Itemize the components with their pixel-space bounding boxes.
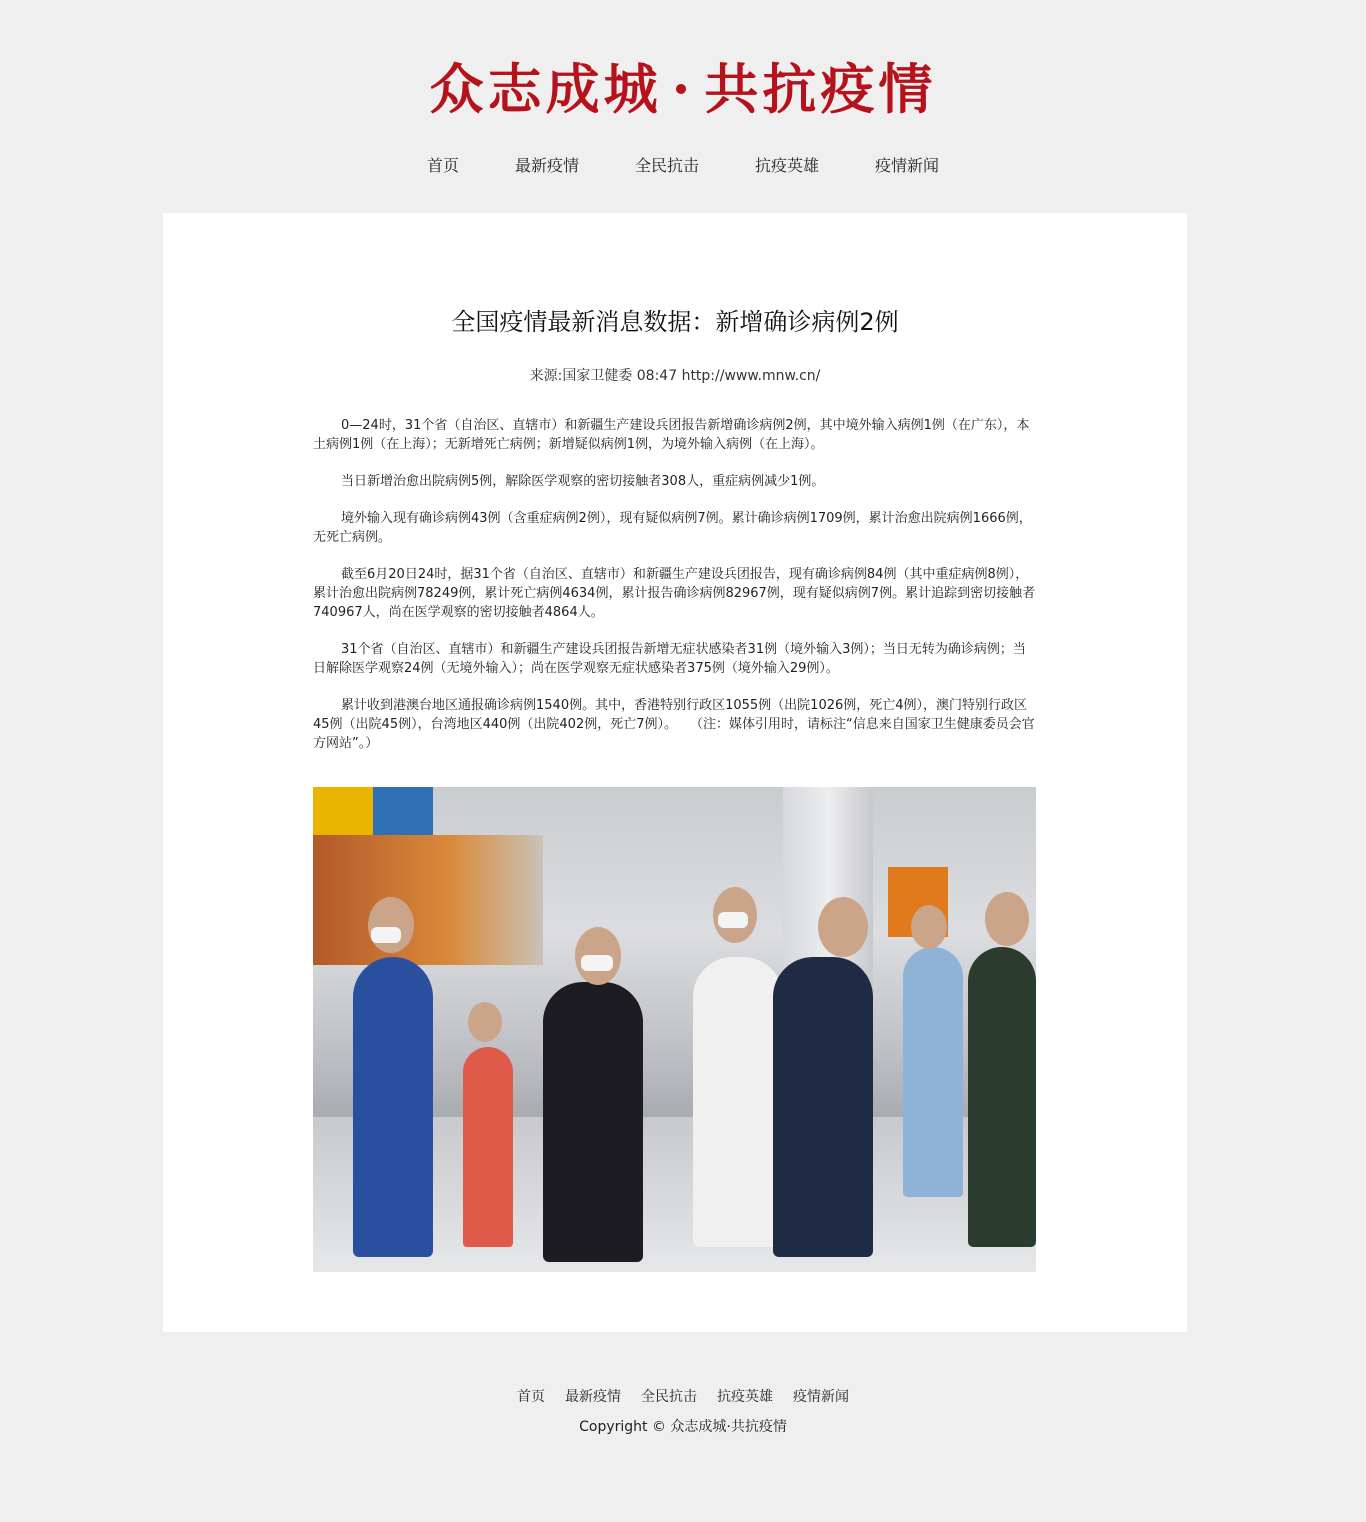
footer-nav [0,1385,1366,1409]
footer-nav-item-latest[interactable]: 最新疫情 [565,1389,621,1405]
article-paragraph: 截至6月20日24时，据31个省（自治区、直辖市）和新疆生产建设兵团报告，现有确诊病例84例（其中重症病例8例），累计治愈出院病例78249例，累计死亡病例4634例，累计报告确诊病例82967例，现有疑似病例7例。累计追踪到密切接触者740967人，尚在医学观察的密切接触者4864人。 [313,567,1036,620]
article-photo [313,787,1036,1272]
footer-nav-item-news[interactable]: 疫情新闻 [793,1389,849,1405]
photo-person-head [368,897,414,953]
site-title-left: 众志成城 [429,57,662,121]
footer-nav-item-heroes[interactable]: 抗疫英雄 [717,1389,773,1405]
nav-item-news[interactable]: 疫情新闻 [875,156,940,175]
main-nav [0,150,1366,182]
photo-person-head [985,892,1029,946]
copyright-text: Copyright © 众志成城·共抗疫情 [579,1419,787,1435]
article-card [163,213,1187,1332]
photo-sign-blue [373,787,433,835]
footer-nav-item-all-fight[interactable]: 全民抗击 [641,1389,697,1405]
nav-item-heroes[interactable]: 抗疫英雄 [755,156,820,175]
article-meta: 来源:国家卫健委 08:47 http://www.mnw.cn/ [529,368,821,384]
photo-person-head [818,897,868,957]
photo-shop-front [313,835,543,965]
photo-mask [581,955,613,971]
nav-item-latest[interactable]: 最新疫情 [514,156,579,175]
article-paragraph: 0—24时，31个省（自治区、直辖市）和新疆生产建设兵团报告新增确诊病例2例，其中境外输入病例1例（在广东），本土病例1例（在上海）；无新增死亡病例；新增疑似病例1例，为境外输入病例（在上海）。 [313,418,1030,452]
footer-nav-item-home[interactable]: 首页 [517,1389,545,1405]
photo-person [353,957,433,1257]
site-title [0,50,1366,128]
photo-mask [371,927,401,943]
photo-person-head [911,905,947,949]
photo-person [543,982,643,1262]
article-paragraph: 累计收到港澳台地区通报确诊病例1540例。其中，香港特别行政区1055例（出院1026例，死亡4例），澳门特别行政区45例（出院45例），台湾地区440例（出院402例，死亡7例）。 （注：媒体引用时，请标注“信息来自国家卫生健康委员会官方网站”。） [313,698,1035,751]
article-body [313,416,1036,771]
photo-person [773,957,873,1257]
photo-person-head [468,1002,502,1042]
nav-item-all-fight[interactable]: 全民抗击 [634,156,699,175]
article-paragraph: 当日新增治愈出院病例5例，解除医学观察的密切接触者308人，重症病例减少1例。 [341,474,825,489]
photo-person [693,957,783,1247]
nav-item-home[interactable]: 首页 [426,156,459,175]
article-paragraph: 境外输入现有确诊病例43例（含重症病例2例），现有疑似病例7例。累计确诊病例1709例，累计治愈出院病例1666例，无死亡病例。 [313,511,1032,545]
photo-person [968,947,1036,1247]
site-title-dot: · [671,57,695,121]
article-paragraph: 31个省（自治区、直辖市）和新疆生产建设兵团报告新增无症状感染者31例（境外输入3例）；当日无转为确诊病例；当日解除医学观察24例（无境外输入）；尚在医学观察无症状感染者375例（境外输入29例）。 [313,642,1026,676]
article-title: 全国疫情最新消息数据：新增确诊病例2例 [451,308,899,336]
photo-person [903,947,963,1197]
site-title-right: 共抗疫情 [704,57,937,121]
photo-mask [718,912,748,928]
photo-person [463,1047,513,1247]
